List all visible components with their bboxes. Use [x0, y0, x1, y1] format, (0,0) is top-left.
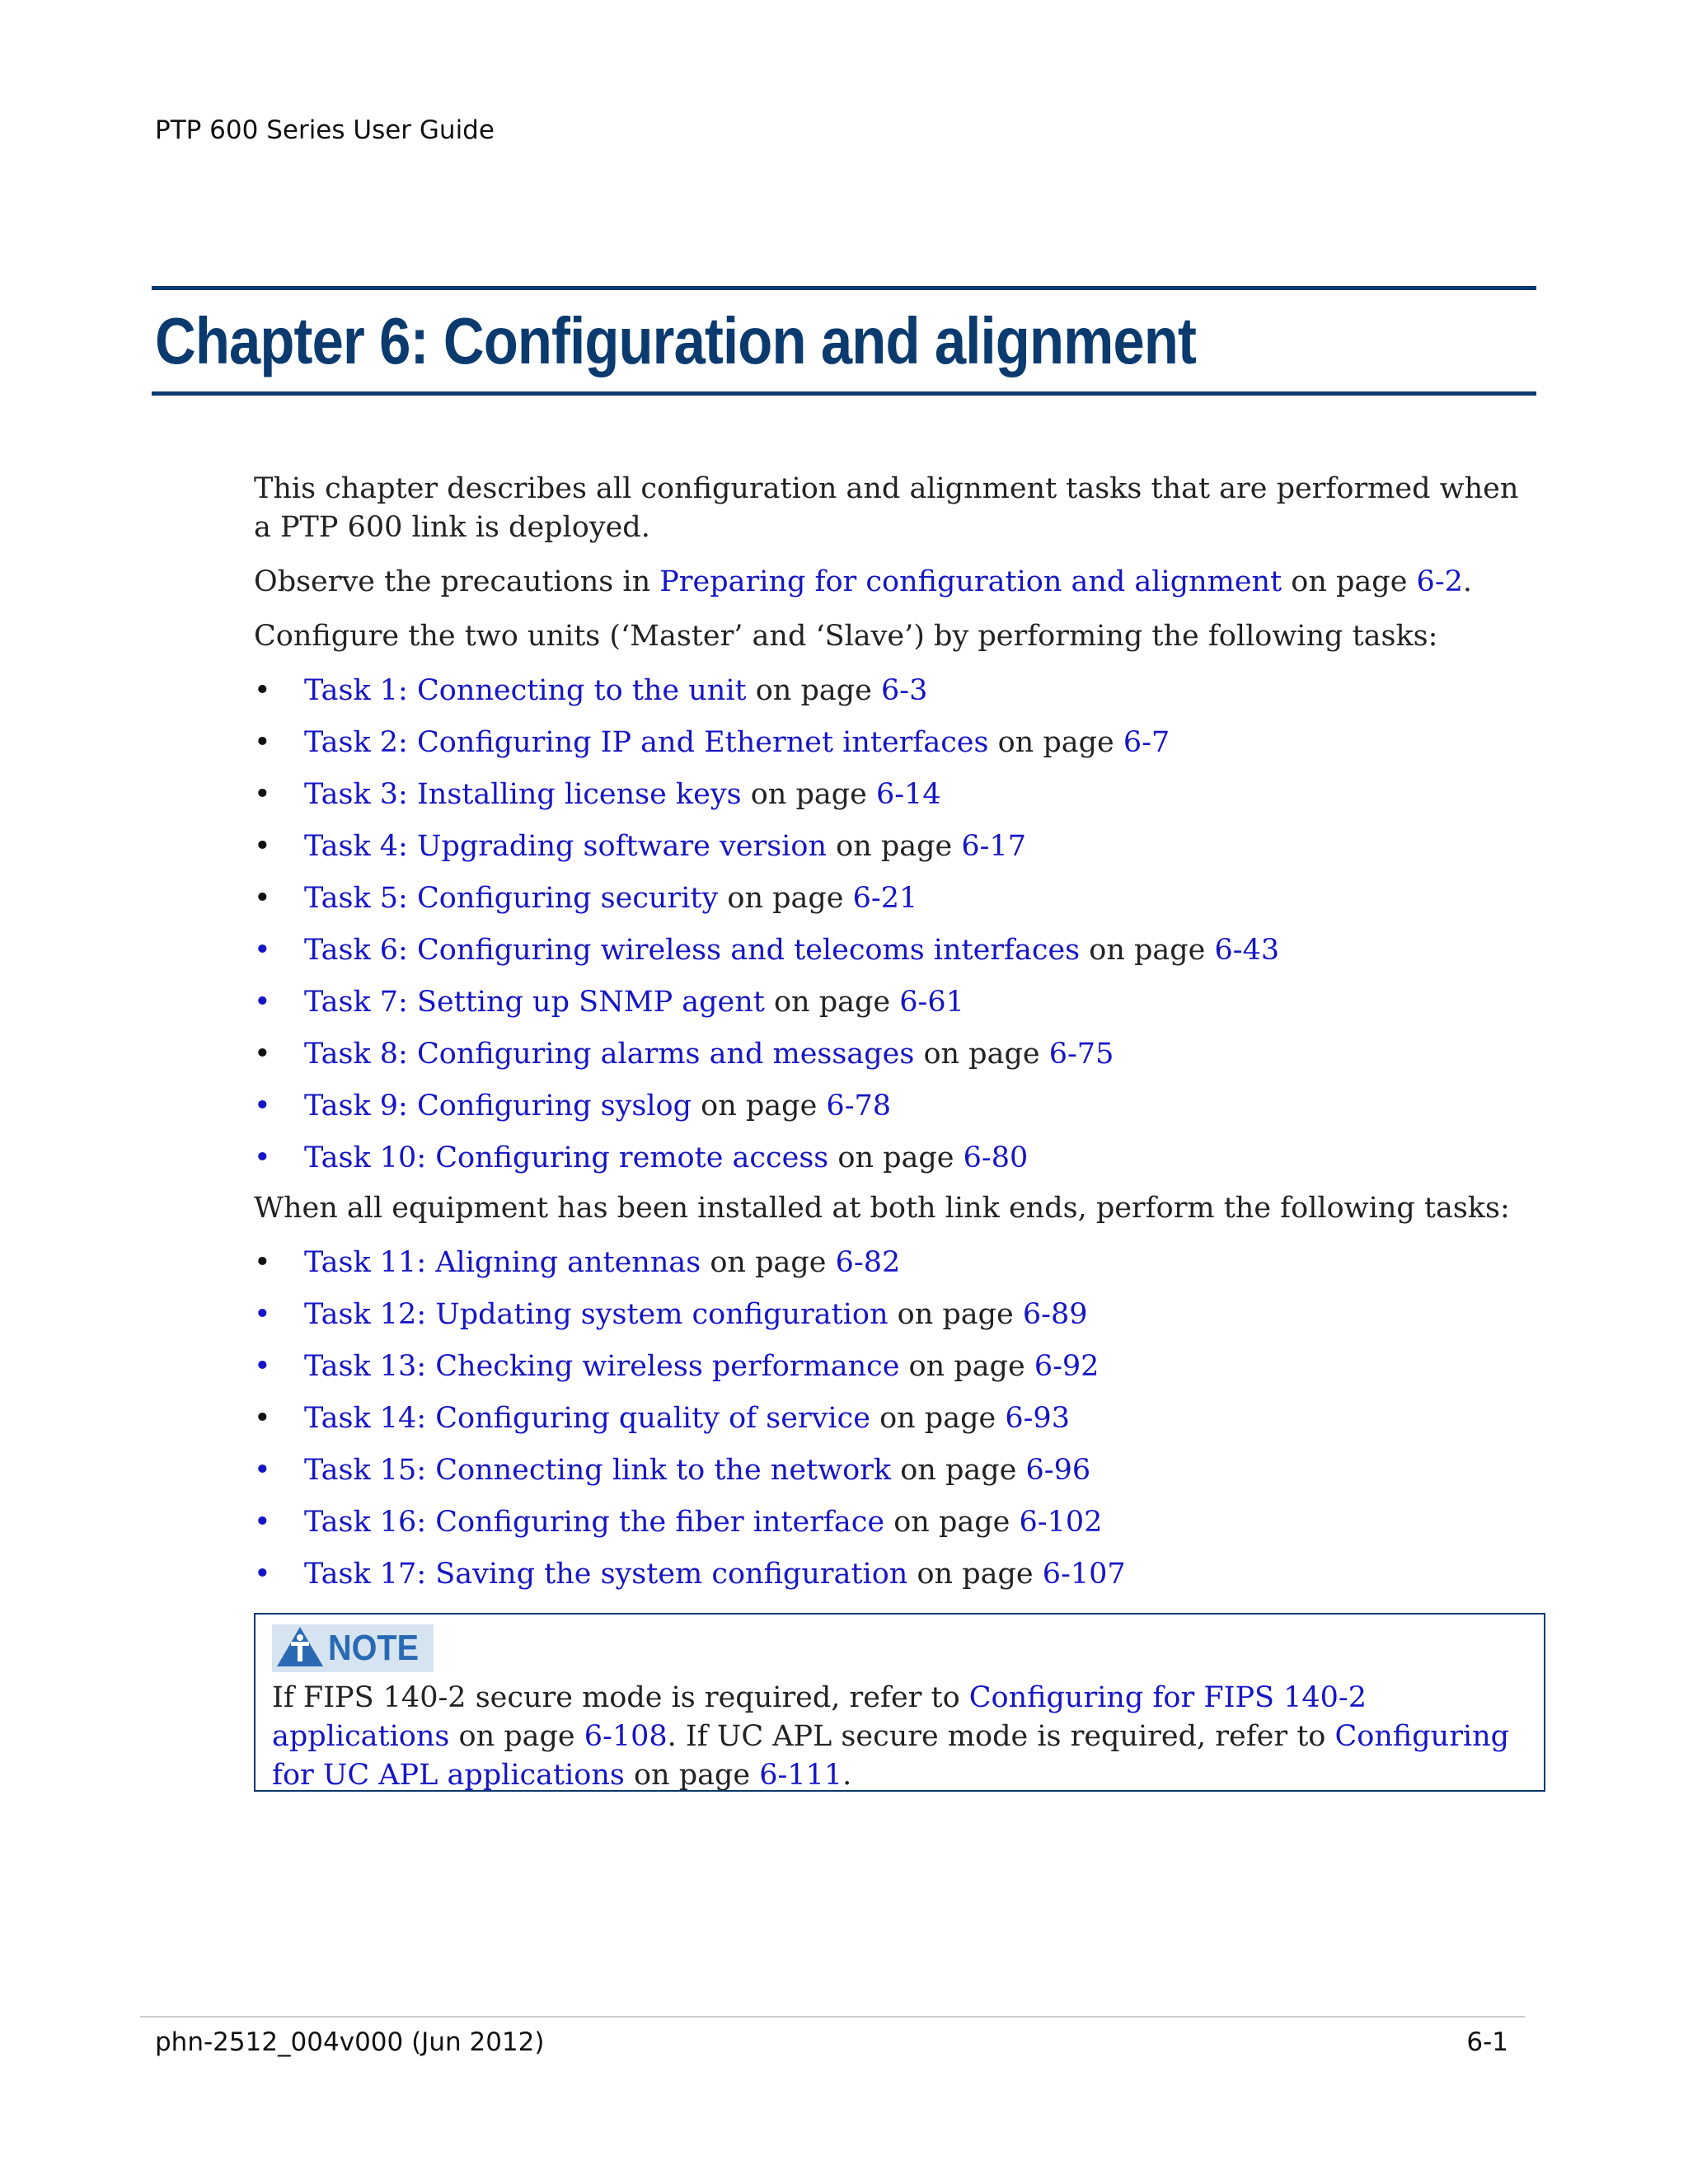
link-fips-140-2[interactable]: Configuring for FIPS 140-2 applications [272, 1681, 1367, 1753]
chapter-title: Chapter 6: Configuration and alignment [155, 304, 1197, 377]
task-link[interactable]: Task 5: Configuring security [304, 882, 719, 915]
task-item [254, 1503, 1540, 1555]
task-on-page: on page [764, 986, 900, 1019]
task-page-link[interactable]: 6-80 [963, 1141, 1029, 1174]
task-on-page: on page [692, 1090, 827, 1122]
bullet-icon: • [254, 1090, 271, 1122]
task-on-page: on page [899, 1350, 1034, 1383]
note-text-c: . If UC APL secure mode is required, refer to [667, 1720, 1335, 1753]
link-page-6-2[interactable]: 6-2 [1416, 565, 1463, 598]
task-item [254, 983, 1540, 1035]
task-page-link[interactable]: 6-78 [826, 1090, 892, 1122]
bullet-icon: • [254, 1246, 271, 1279]
task-page-link[interactable]: 6-93 [1005, 1402, 1070, 1435]
task-link[interactable]: Task 10: Configuring remote access [304, 1141, 829, 1174]
chapter-rule-top [152, 286, 1536, 290]
task-page-link[interactable]: 6-89 [1022, 1298, 1088, 1331]
task-item [254, 1296, 1540, 1347]
task-link[interactable]: Task 1: Connecting to the unit [304, 674, 747, 707]
task-link[interactable]: Task 11: Aligning antennas [304, 1246, 701, 1279]
bullet-icon: • [254, 726, 271, 759]
task-item [254, 776, 1540, 827]
task-link[interactable]: Task 14: Configuring quality of service [304, 1402, 870, 1435]
task-link[interactable]: Task 3: Installing license keys [304, 778, 742, 811]
bullet-icon: • [254, 674, 271, 707]
note-box [254, 1613, 1545, 1792]
bullet-icon: • [254, 1506, 271, 1539]
task-on-page: on page [914, 1038, 1049, 1071]
link-page-6-108[interactable]: 6-108 [584, 1720, 668, 1753]
precautions-on-page: on page [1282, 565, 1417, 598]
bullet-icon: • [254, 1454, 271, 1487]
chapter-rule-bottom [152, 391, 1536, 396]
footer-page-number: 6-1 [1466, 2027, 1508, 2057]
precautions-paragraph [254, 563, 1540, 602]
installed-paragraph: When all equipment has been installed at both link ends, perform the following tasks: [254, 1192, 1510, 1225]
task-item [254, 1139, 1540, 1191]
task-link[interactable]: Task 9: Configuring syslog [304, 1090, 692, 1122]
footer-rule [140, 2016, 1525, 2018]
task-item [254, 1399, 1540, 1451]
task-link[interactable]: Task 13: Checking wireless performance [304, 1350, 900, 1383]
task-item [254, 931, 1540, 983]
task-on-page: on page [907, 1558, 1043, 1591]
bullet-icon: • [254, 986, 271, 1019]
task-on-page: on page [828, 1141, 964, 1174]
note-badge [272, 1624, 434, 1672]
chapter-body [254, 470, 1540, 1607]
task-item [254, 672, 1540, 724]
task-list-configuration [254, 672, 1540, 1191]
bullet-icon: • [254, 1141, 271, 1174]
task-item [254, 1347, 1540, 1399]
task-item [254, 1451, 1540, 1503]
bullet-icon: • [254, 1402, 271, 1435]
task-on-page: on page [701, 1246, 836, 1279]
task-on-page: on page [988, 726, 1123, 759]
task-page-link[interactable]: 6-61 [899, 986, 964, 1019]
task-page-link[interactable]: 6-43 [1214, 934, 1280, 967]
bullet-icon: • [254, 934, 271, 967]
link-page-6-111[interactable]: 6-111 [759, 1759, 843, 1792]
task-page-link[interactable]: 6-21 [852, 882, 918, 915]
task-page-link[interactable]: 6-102 [1019, 1506, 1103, 1539]
bullet-icon: • [254, 1558, 271, 1591]
task-item [254, 1555, 1540, 1607]
task-page-link[interactable]: 6-75 [1048, 1038, 1114, 1071]
task-link[interactable]: Task 6: Configuring wireless and telecoms interfaces [304, 934, 1081, 967]
bullet-icon: • [254, 1298, 271, 1331]
note-text [272, 1679, 1525, 1795]
task-page-link[interactable]: 6-82 [835, 1246, 901, 1279]
task-link[interactable]: Task 16: Configuring the fiber interface [304, 1506, 885, 1539]
task-page-link[interactable]: 6-14 [875, 778, 941, 811]
bullet-icon: • [254, 882, 271, 915]
task-page-link[interactable]: 6-7 [1123, 726, 1170, 759]
task-on-page: on page [870, 1402, 1006, 1435]
task-on-page: on page [746, 674, 881, 707]
note-label: NOTE [328, 1628, 420, 1668]
note-text-e: . [842, 1759, 852, 1792]
task-item [254, 879, 1540, 931]
note-warning-icon [275, 1625, 325, 1671]
note-text-a: If FIPS 140-2 secure mode is required, refer to [272, 1681, 969, 1714]
intro-paragraph: This chapter describes all configuration and alignment tasks that are performed when a PTP 600 link is deployed. [254, 472, 1519, 544]
task-item [254, 1035, 1540, 1087]
bullet-icon: • [254, 1350, 271, 1383]
bullet-icon: • [254, 778, 271, 811]
task-link[interactable]: Task 4: Upgrading software version [304, 830, 827, 863]
task-on-page: on page [884, 1506, 1020, 1539]
precautions-suffix: . [1462, 565, 1473, 598]
task-page-link[interactable]: 6-96 [1025, 1454, 1091, 1487]
task-link[interactable]: Task 17: Saving the system configuration [304, 1558, 908, 1591]
task-link[interactable]: Task 12: Updating system configuration [304, 1298, 889, 1331]
task-link[interactable]: Task 8: Configuring alarms and messages [304, 1038, 915, 1071]
bullet-icon: • [254, 1038, 271, 1071]
task-on-page: on page [891, 1454, 1026, 1487]
task-item [254, 1087, 1540, 1139]
task-item [254, 1244, 1540, 1296]
configure-paragraph: Configure the two units (‘Master’ and ‘Slave’) by performing the following tasks: [254, 620, 1438, 653]
link-preparing-configuration[interactable]: Preparing for configuration and alignment [659, 565, 1282, 598]
task-link[interactable]: Task 15: Connecting link to the network [304, 1454, 892, 1487]
running-header: PTP 600 Series User Guide [155, 115, 495, 145]
precautions-prefix: Observe the precautions in [254, 565, 660, 598]
task-link[interactable]: Task 7: Setting up SNMP agent [304, 986, 765, 1019]
task-item [254, 827, 1540, 879]
task-page-link[interactable]: 6-3 [881, 674, 928, 707]
task-page-link[interactable]: 6-107 [1042, 1558, 1126, 1591]
task-link[interactable]: Task 2: Configuring IP and Ethernet interfaces [304, 726, 989, 759]
task-page-link[interactable]: 6-92 [1034, 1350, 1100, 1383]
task-page-link[interactable]: 6-17 [961, 830, 1027, 863]
note-text-d: on page [624, 1759, 760, 1792]
note-text-b: on page [449, 1720, 584, 1753]
task-on-page: on page [888, 1298, 1023, 1331]
footer-doc-id: phn-2512_004v000 (Jun 2012) [155, 2027, 545, 2057]
task-on-page: on page [1080, 934, 1215, 967]
task-list-alignment [254, 1244, 1540, 1607]
task-item [254, 724, 1540, 776]
link-uc-apl[interactable]: Configuring for UC APL applications [272, 1720, 1510, 1792]
task-on-page: on page [741, 778, 876, 811]
bullet-icon: • [254, 830, 271, 863]
task-on-page: on page [826, 830, 962, 863]
task-on-page: on page [718, 882, 853, 915]
